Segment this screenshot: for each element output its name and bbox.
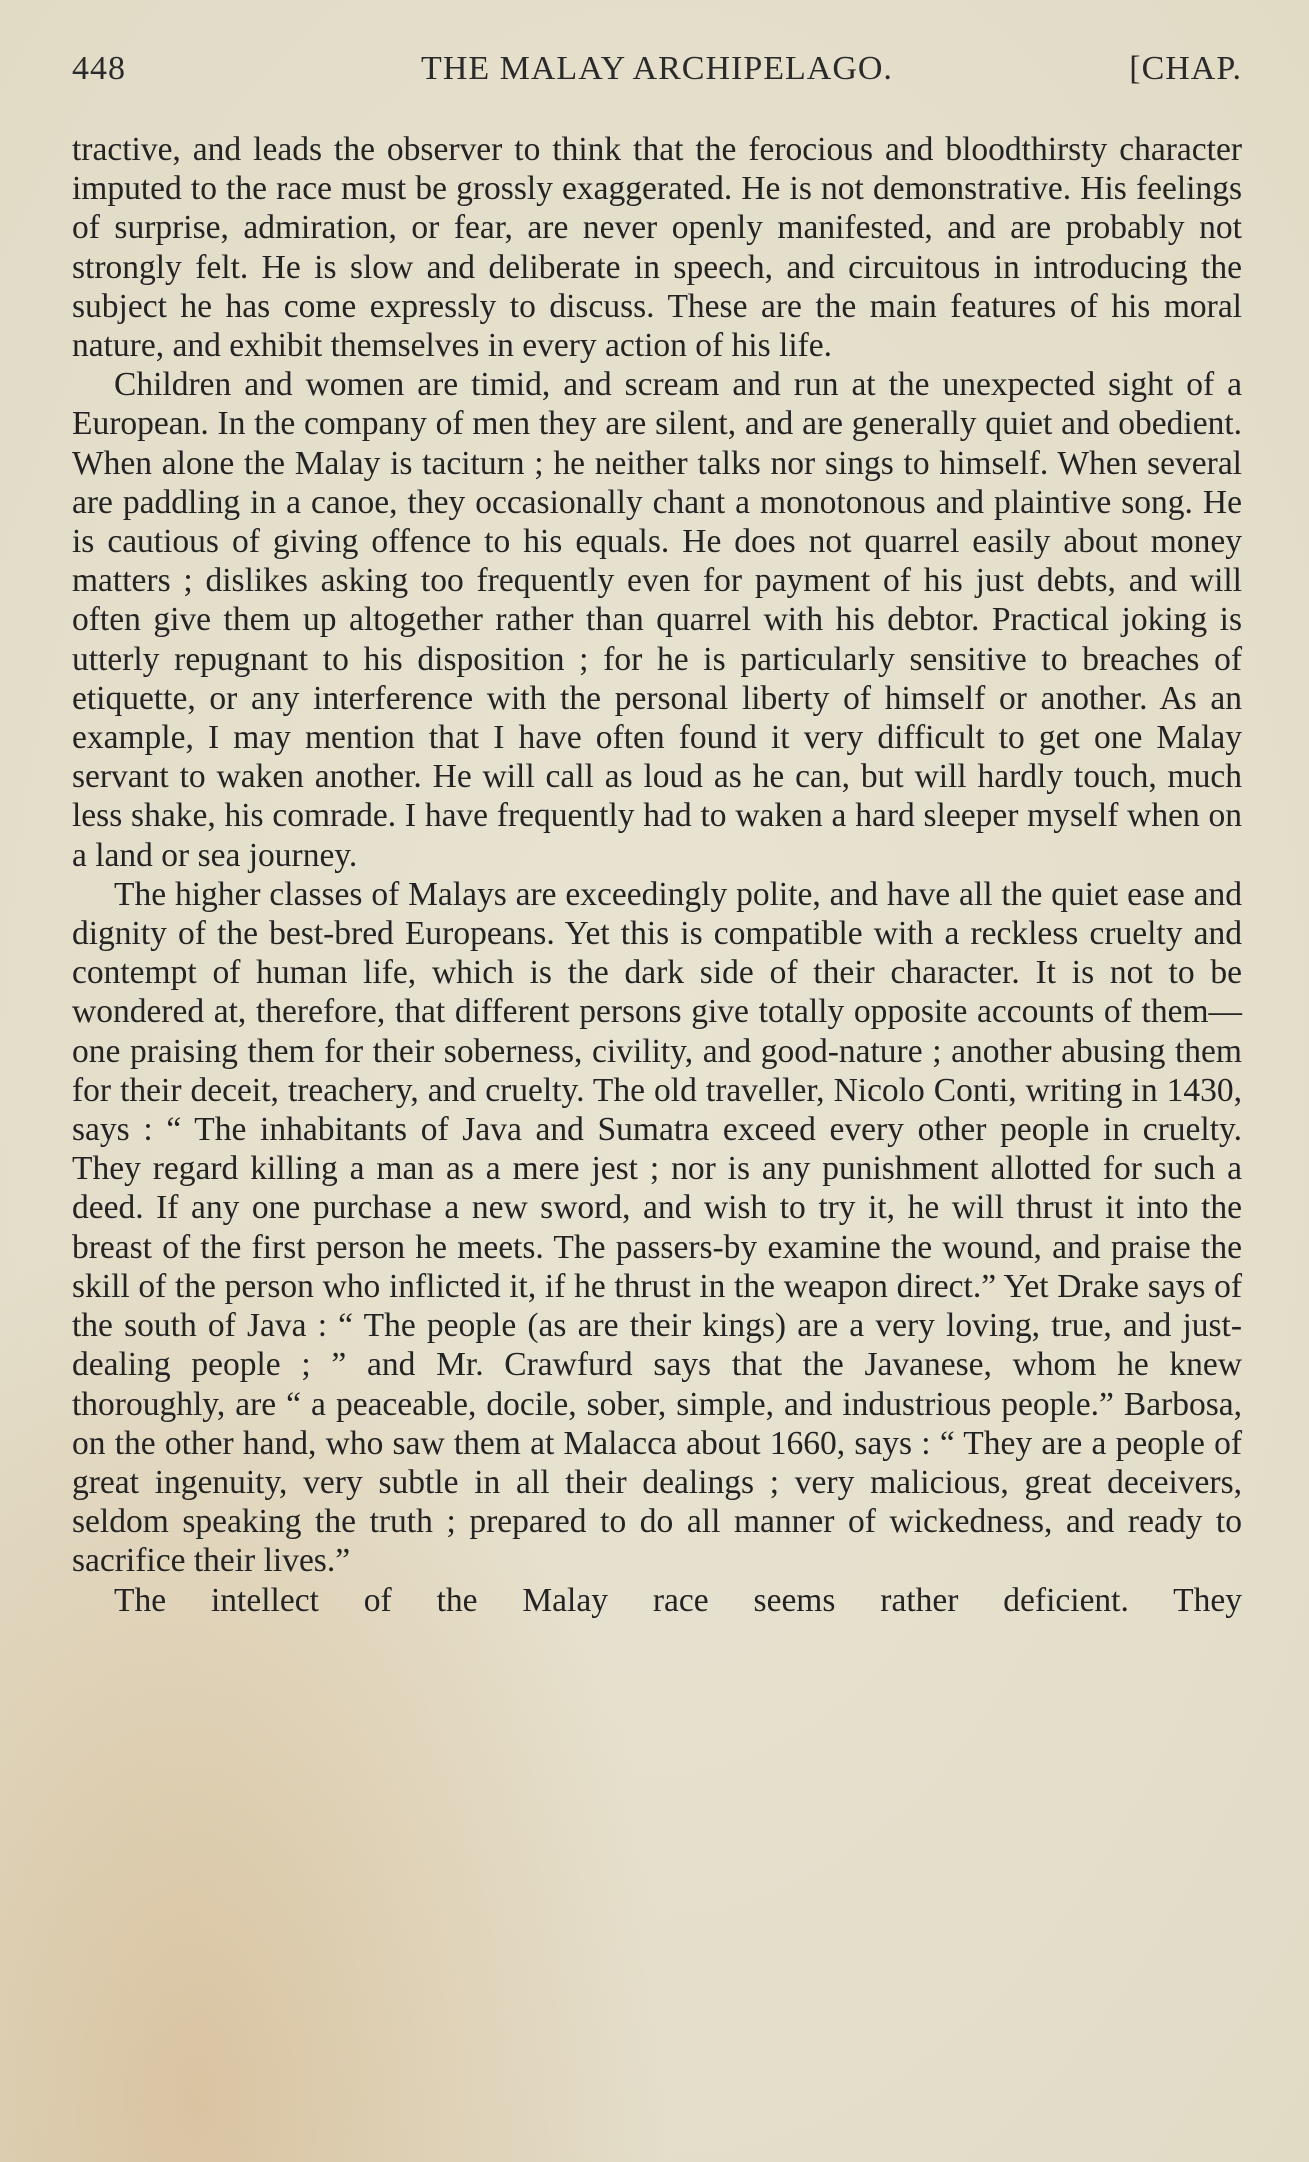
paragraph-1: tractive, and leads the observer to think that the ferocious and bloodthirsty character imputed to the race must be grossly exaggerated. He is not demonstrative. His feelings of surprise, admiration, or fear, are never openly manifested, and are probably not strongly felt. He is slow and deliberate in speech, and circuitous in introducing the subject he has come expressly to discuss. These are the main features of his moral nature, and exhibit themselves in every action of his life. bbox=[72, 131, 1242, 365]
paragraph-2: Children and women are timid, and scream and run at the unexpected sight of a European. In the company of men they are silent, and are generally quiet and obedient. When alone the Malay is taciturn ; he neither talks nor sings to himself. When several are paddling in a canoe, they occasionally chant a monotonous and plaintive song. He is cautious of giving offence to his equals. He does not quarrel easily about money matters ; dislikes asking too frequently even for payment of his just debts, and will often give them up altogether rather than quarrel with his debtor. Practical joking is utterly repugnant to his disposition ; for he is particularly sensitive to breaches of etiquette, or any interference with the personal liberty of himself or another. As an example, I may mention that I have often found it very difficult to get one Malay servant to waken another. He will call as loud as he can, but will hardly touch, much less shake, his comrade. I have frequently had to waken a hard sleeper myself when on a land or sea journey. bbox=[72, 366, 1242, 874]
paragraph-4: The intellect of the Malay race seems rather deficient. They bbox=[114, 1581, 1242, 1619]
body-text bbox=[72, 130, 1242, 1620]
running-title: THE MALAY ARCHIPELAGO. bbox=[421, 50, 893, 87]
chapter-marker: [CHAP. bbox=[1129, 50, 1242, 87]
running-header bbox=[72, 50, 1242, 106]
paragraph-3: The higher classes of Malays are exceedingly polite, and have all the quiet ease and dignity of the best-bred Europeans. Yet this is compatible with a reckless cruelty and contempt of human life, which is the dark side of their character. It is not to be wondered at, therefore, that different persons give totally opposite accounts of them—one praising them for their soberness, civility, and good-nature ; another abusing them for their deceit, treachery, and cruelty. The old traveller, Nicolo Conti, writing in 1430, says : “ The inhabitants of Java and Sumatra exceed every other people in cruelty. They regard killing a man as a mere jest ; nor is any punishment allotted for such a deed. If any one purchase a new sword, and wish to try it, he will thrust it into the breast of the first person he meets. The passers-by examine the wound, and praise the skill of the person who inflicted it, if he thrust in the weapon direct.” Yet Drake says of the south of Java : “ The people (as are their kings) are a very loving, true, and just-dealing people ; ” and Mr. Crawfurd says that the Javanese, whom he knew thoroughly, are “ a peaceable, docile, sober, simple, and industrious people.” Barbosa, on the other hand, who saw them at Malacca about 1660, says : “ They are a people of great ingenuity, very subtle in all their dealings ; very malicious, great deceivers, seldom speaking the truth ; prepared to do all manner of wickedness, and ready to sacrifice their lives.” bbox=[72, 875, 1242, 1580]
page-number: 448 bbox=[72, 50, 126, 87]
